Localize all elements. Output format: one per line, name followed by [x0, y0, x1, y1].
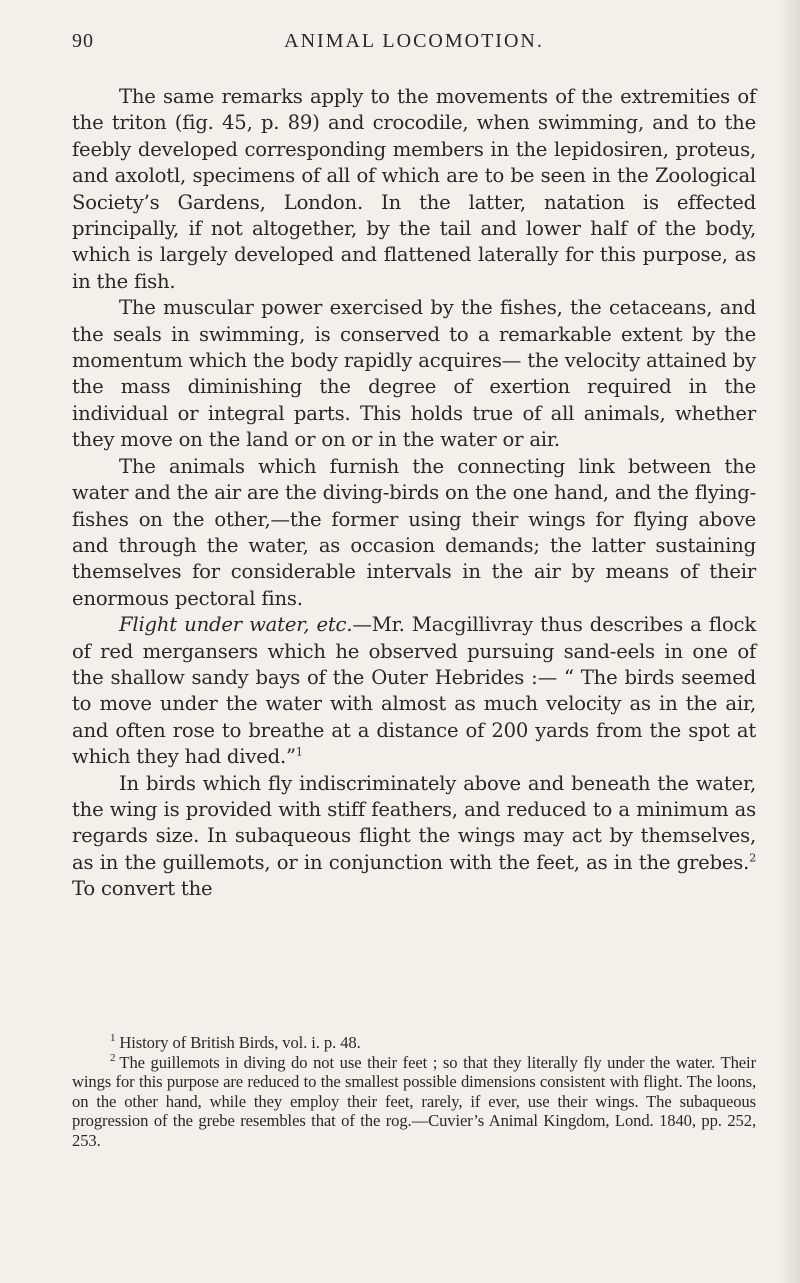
footnote-text: The guillemots in diving do not use their feet ; so that they literally fly under the water. Their wings for this purpose are reduced to the smallest possible dimensions consistent with flight. The loons, on the other hand, while they employ their feet, rarely, if ever, use their wings. The subaqueous progression of the grebe resembles that of the rog.—Cuvier’s Animal Kingdom, Lond. 1840, pp. 252, 253.	[72, 1052, 756, 1150]
section-heading-italic: Flight under water, etc.	[119, 613, 353, 637]
paragraph-4-text: —Mr. Macgillivray thus describes a flock of red mergansers which he observed pursuing sand-eels in one of the shallow sandy bays of the Outer Hebrides :— “ The birds seemed to move under the water with almost as much velocity as in the air, and often rose to breathe at a distance of 200 yards from the spot at which they had dived.”	[72, 613, 756, 769]
page-edge-shadow	[778, 0, 800, 1283]
footnote-1	[72, 1033, 756, 1053]
paragraph-3: The animals which furnish the connecting link between the water and the air are the diving-birds on the one hand, and the flying-fishes on the other,—the former using their wings for flying above and through the water, as occasion demands; the latter sustaining themselves for considerable intervals in the air by means of their enormous pectoral fins.	[72, 454, 756, 610]
body-text	[72, 84, 756, 903]
paragraph-5-tail: To convert the	[72, 877, 213, 901]
footnote-ref-1[interactable]: 1	[295, 745, 303, 759]
footnote-ref-2[interactable]: 2	[749, 851, 756, 865]
footnote-mark: 2	[110, 1052, 116, 1065]
running-head	[72, 30, 756, 60]
paragraph-1: The same remarks apply to the movements of the extremities of the triton (fig. 45, p. 89) and crocodile, when swimming, and to the feebly developed corresponding members in the lepidosiren, proteus, and axolotl, specimens of all of which are to be seen in the Zoological Society’s Gardens, London. In the latter, natation is effected principally, if not altogether, by the tail and lower half of the body, which is largely developed and flattened laterally for this purpose, as in the fish.	[72, 85, 756, 293]
footnote-2	[72, 1053, 756, 1151]
paragraph-5	[72, 771, 756, 903]
footnote-mark: 1	[110, 1032, 116, 1045]
running-title: ANIMAL LOCOMOTION.	[284, 30, 544, 52]
footnote-text: History of British Birds, vol. i. p. 48.	[119, 1033, 361, 1052]
paragraph-4	[72, 612, 756, 770]
paragraph-5-text: In birds which fly indiscriminately above and beneath the water, the wing is provided with stiff feathers, and reduced to a minimum as regards size. In subaqueous flight the wings may act by themselves, as in the guillemots, or in conjunction with the feet, as in the grebes.	[72, 771, 756, 874]
page-number: 90	[72, 30, 94, 52]
paragraph-2: The muscular power exercised by the fishes, the cetaceans, and the seals in swimming, is conserved to a remarkable extent by the momentum which the body rapidly acquires— the velocity attained by the mass diminishing the degree of exertion required in the individual or integral parts. This holds true of all animals, whether they move on the land or on or in the water or air.	[72, 296, 756, 452]
footnotes	[72, 1033, 756, 1151]
